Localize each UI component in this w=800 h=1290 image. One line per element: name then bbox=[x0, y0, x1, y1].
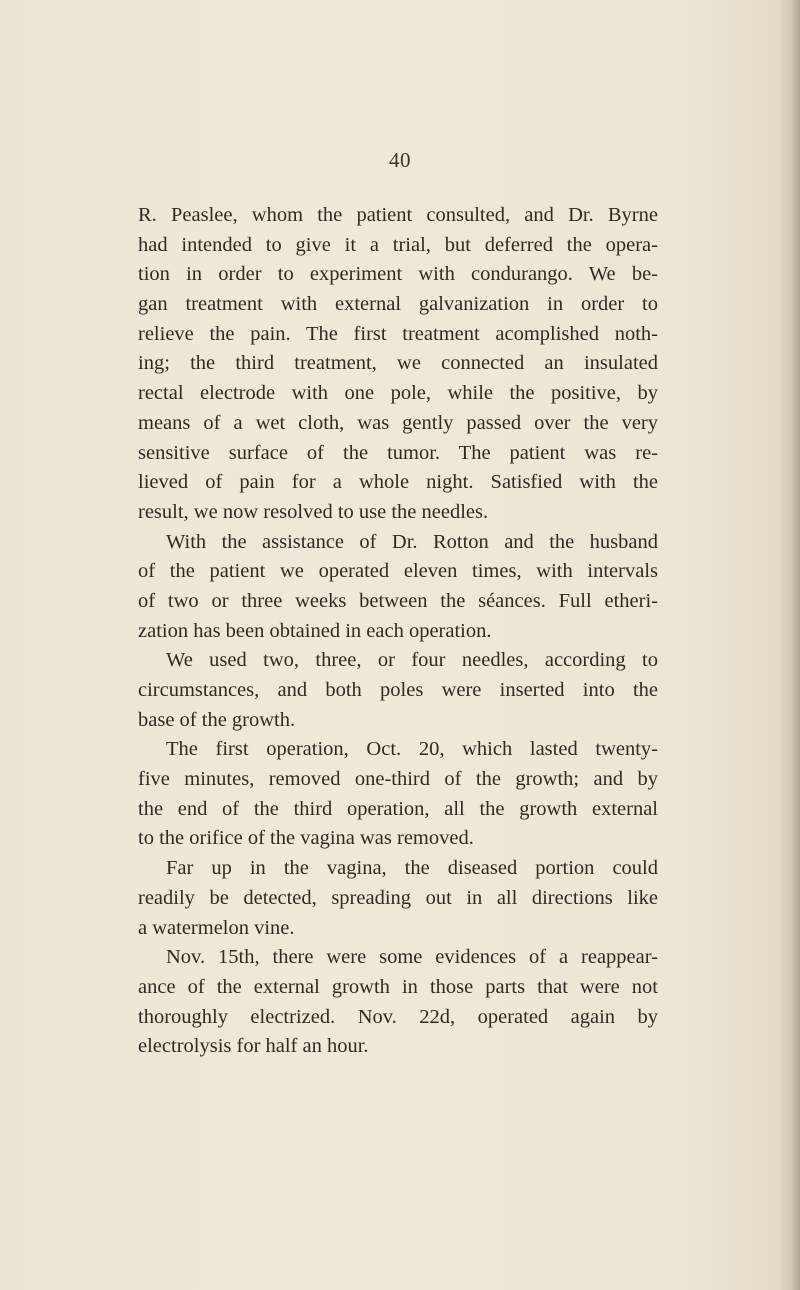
text-line: readily be detected, spreading out in all directions like bbox=[138, 886, 658, 909]
text-line: circumstances, and both poles were inserted into the bbox=[138, 679, 658, 701]
text-line: zation has been obtained in each operation. bbox=[138, 619, 492, 642]
text-line: to the orifice of the vagina was removed. bbox=[138, 827, 474, 850]
text-line: thoroughly electrized. Nov. 22d, operated again by bbox=[138, 1005, 658, 1028]
text-line: ance of the external growth in those parts that were not bbox=[138, 975, 658, 998]
text-line: The first operation, Oct. 20, which lasted twenty- bbox=[166, 738, 658, 761]
text-line: sensitive surface of the tumor. The patient was re- bbox=[138, 441, 658, 464]
text-line: lieved of pain for a whole night. Satisfied with the bbox=[138, 471, 658, 494]
page-number: 40 bbox=[389, 148, 411, 172]
text-line: electrolysis for half an hour. bbox=[138, 1035, 369, 1058]
text-line: rectal electrode with one pole, while the positive, by bbox=[138, 382, 658, 405]
text-line: a watermelon vine. bbox=[138, 916, 295, 939]
text-line: result, we now resolved to use the needles. bbox=[138, 500, 489, 523]
text-line: of two or three weeks between the séances. Full etheri- bbox=[138, 589, 658, 612]
text-line: R. Peaslee, whom the patient consulted, and Dr. Byrne bbox=[138, 204, 658, 226]
text-line: of the patient we operated eleven times, with intervals bbox=[138, 560, 658, 583]
text-line: the end of the third operation, all the growth external bbox=[138, 797, 658, 820]
text-line: five minutes, removed one-third of the growth; and by bbox=[138, 768, 658, 791]
text-line: base of the growth. bbox=[138, 708, 296, 731]
text-line: means of a wet cloth, was gently passed over the very bbox=[138, 411, 658, 434]
text-line: Nov. 15th, there were some evidences of a reappear- bbox=[166, 946, 658, 969]
text-line: gan treatment with external galvanization in order to bbox=[138, 293, 658, 316]
text-line: had intended to give it a trial, but deferred the opera- bbox=[138, 233, 658, 256]
text-line: tion in order to experiment with condurango. We be- bbox=[138, 263, 658, 286]
body-text bbox=[138, 201, 658, 1062]
text-line: ing; the third treatment, we connected an insulated bbox=[138, 352, 658, 375]
text-line: Far up in the vagina, the diseased portion could bbox=[166, 857, 658, 880]
page-edge-shadow bbox=[778, 0, 800, 1290]
text-line: We used two, three, or four needles, according to bbox=[166, 649, 658, 672]
text-line: With the assistance of Dr. Rotton and the husband bbox=[166, 530, 658, 553]
text-line: relieve the pain. The first treatment acomplished noth- bbox=[138, 322, 658, 345]
